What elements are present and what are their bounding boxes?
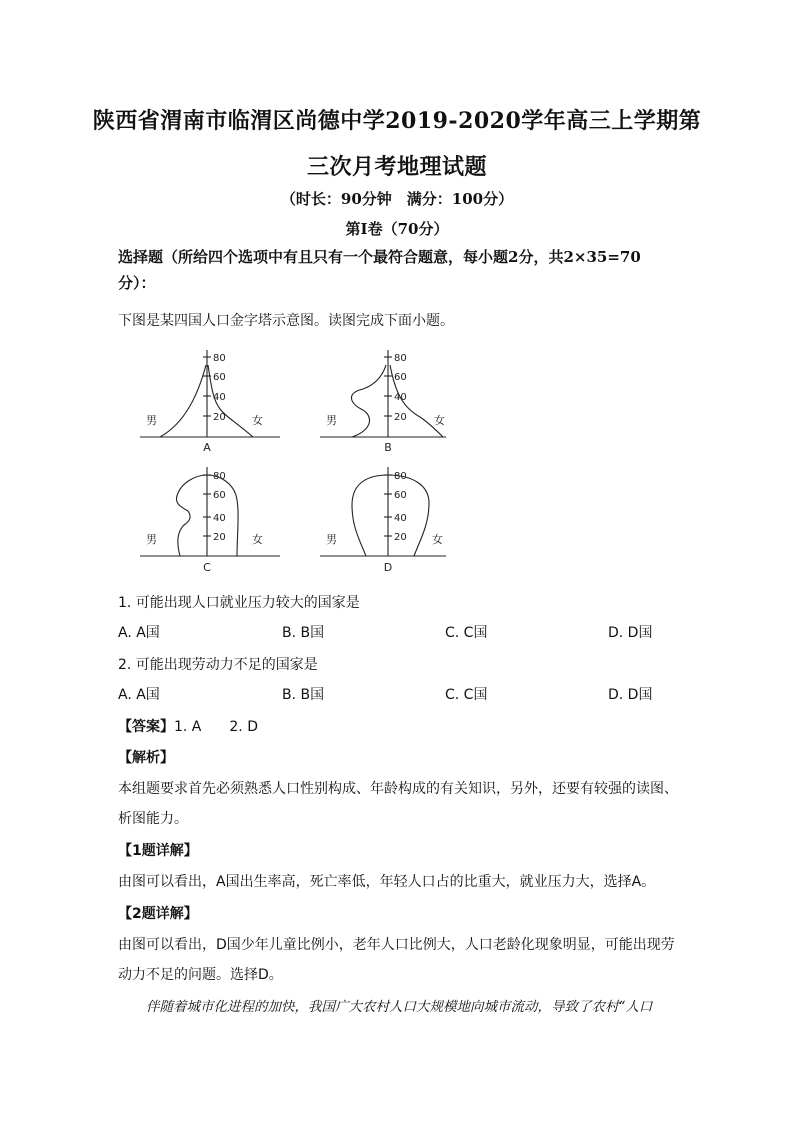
analysis-line1: 本组题要求首先必须熟悉人口性别构成、年龄构成的有关知识，另外，还要有较强的读图、	[118, 781, 678, 797]
question-1-option-a[interactable]: A. A国	[118, 625, 160, 641]
section-heading	[118, 244, 678, 296]
section-heading-line2: 分）：	[118, 274, 156, 292]
pyramid-a-male-label: 男	[146, 414, 157, 427]
detail-1-tag: 【1题详解】	[118, 843, 198, 859]
detail-2-line1: 由图可以看出，D国少年儿童比例小，老年人口比例大，人口老龄化现象明显，可能出现劳	[118, 937, 675, 953]
analysis-text	[118, 776, 678, 832]
pyramid-a-tick-40: 40	[213, 392, 226, 403]
pyramid-a-tick-60: 60	[213, 372, 226, 383]
detail-2-tag: 【2题详解】	[118, 906, 198, 922]
detail-1-text: 由图可以看出，A国出生率高，死亡率低，年轻人口占的比重大，就业压力大，选择A。	[118, 874, 656, 890]
pyramid-d-tick-60: 60	[394, 490, 407, 501]
detail-2-text	[118, 932, 678, 988]
pyramid-d-tick-40: 40	[394, 513, 407, 524]
exam-title-line1: 陕西省渭南市临渭区尚德中学2019-2020学年高三上学期第	[92, 108, 702, 134]
pyramid-c-tick-80: 80	[213, 471, 226, 482]
pyramid-a-tick-80: 80	[213, 353, 226, 364]
pyramid-c-tick-40: 40	[213, 513, 226, 524]
answer-tag: 【答案】	[118, 719, 174, 735]
pyramid-b-tick-60: 60	[394, 372, 407, 383]
pyramid-c-label: C	[203, 561, 211, 574]
question-1-stem: 1. 可能出现人口就业压力较大的国家是	[118, 595, 360, 611]
pyramid-b-tick-40: 40	[394, 392, 407, 403]
question-intro: 下图是某四国人口金字塔示意图。读图完成下面小题。	[118, 313, 454, 329]
pyramid-b-female-label: 女	[434, 414, 445, 427]
question-1-option-c[interactable]: C. C国	[445, 625, 488, 641]
pyramid-d-tick-80: 80	[394, 471, 407, 482]
question-2-option-c[interactable]: C. C国	[445, 687, 488, 703]
pyramid-c-female-label: 女	[252, 533, 263, 546]
pyramid-d	[320, 467, 446, 556]
pyramid-d-male-label: 男	[326, 533, 337, 546]
next-passage-text: 伴随着城市化进程的加快，我国广大农村人口大规模地向城市流动，导致了农村“人口	[146, 999, 653, 1015]
volume-heading: 第Ⅰ卷（70分）	[345, 220, 449, 238]
pyramid-b-label: B	[384, 441, 392, 454]
pyramid-d-label: D	[383, 561, 393, 574]
question-1-option-b[interactable]: B. B国	[282, 625, 325, 641]
exam-title-line2: 三次月考地理试题	[306, 154, 487, 180]
question-2-option-a[interactable]: A. A国	[118, 687, 160, 703]
pyramid-c-male-label: 男	[146, 533, 157, 546]
pyramid-a-label: A	[203, 441, 211, 454]
answer-line	[118, 714, 678, 740]
pyramid-d-tick-20: 20	[394, 532, 407, 543]
population-pyramid-figure	[140, 345, 460, 581]
exam-duration-score: （时长：90分钟 满分：100分）	[280, 190, 514, 208]
pyramid-b-male-label: 男	[326, 414, 337, 427]
pyramid-c-tick-60: 60	[213, 490, 226, 501]
pyramid-b-tick-20: 20	[394, 412, 407, 423]
pyramid-a-female-label: 女	[252, 414, 263, 427]
pyramid-d-female-label: 女	[432, 533, 443, 546]
pyramid-b-tick-80: 80	[394, 353, 407, 364]
detail-2-line2: 动力不足的问题。选择D。	[118, 967, 283, 983]
question-2-option-b[interactable]: B. B国	[282, 687, 325, 703]
question-2-option-d[interactable]: D. D国	[608, 687, 653, 703]
answer-values: 1. A 2. D	[174, 719, 258, 735]
analysis-tag: 【解析】	[118, 750, 174, 766]
question-2-stem: 2. 可能出现劳动力不足的国家是	[118, 657, 318, 673]
section-heading-line1: 选择题（所给四个选项中有且只有一个最符合题意，每小题2分，共2×35=70	[118, 248, 641, 266]
analysis-line2: 析图能力。	[118, 811, 188, 827]
pyramid-c-tick-20: 20	[213, 532, 226, 543]
pyramid-b	[320, 350, 446, 437]
question-1-option-d[interactable]: D. D国	[608, 625, 653, 641]
pyramid-a-tick-20: 20	[213, 412, 226, 423]
